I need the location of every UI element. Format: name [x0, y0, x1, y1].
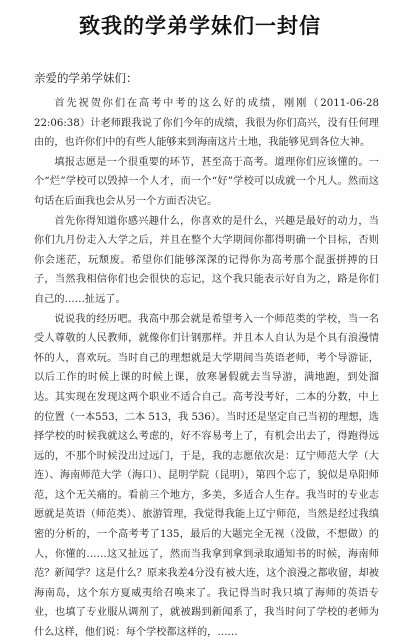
salutation: 亲爱的学弟学妹们： — [34, 71, 138, 85]
paragraph: 首先祝贺你们在高考中考的这么好的成绩，刚刚（2011-06-28 22:06:38）计老师跟我说了你们今年的成绩，我很为你们高兴，没有任何理由的，也许你们中的有些人能够来到海南这片土地，我能够见到各位大神。 — [34, 98, 379, 149]
paragraph: 说说我的经历吧。我高中那会就是希望考入一个师范类的学校，当一名受人尊敬的人民教师，就像你们计钢那样。并且本人自认为是个具有浪漫情怀的人，喜欢玩。当时自己的理想就是大学期间当英语老师，考个导游证，以后工作的时候上课的时候上课，放寒暑假就去当导游，满地跑，到处溜达。其实现在发现这两个职业不适合自己。高考没考好，二本的分数，中上的位置（一本553，二本 513，我 536）。当时还是坚定自己当初的理想，选择学校的时候我就这么考虑的，好不容易考上了，有机会出去了，得跑得远远的，不那个时候没出过远门，于是，我的志愿依次是：辽宁师范大学（大连）、海南师范大学（海口）、昆明学院（昆明），第四个忘了，貌似是阜阳师范，这个无关痛的。看前三个地方，多美，多适合人生存。我当时的专业志愿就是英语（师范类）、旅游管理，我觉得我能上辽宁师范，当然是经过我缜密的分析的，一个高考考了135，最后的大题完全无视（没做，不想做）的人，你懂的……这又扯远了，然而当我拿到拿到录取通知书的时候，海南师范？新闻学？这是什么？原来我差4分没有被大连，这个浪漫之都收留，却被海南岛，这个东方夏威夷给召唤来了。我记得当时我只填了海师的英语专业，也填了专业服从调剂了，就被踢到新闻系了，我当时问了学校的老师为什么这样，他们说：每个学校都这样的，…… — [34, 313, 379, 639]
letter-title: 致我的学弟学妹们一封信 — [79, 14, 321, 38]
letter-body — [34, 94, 379, 643]
paragraph: 首先你得知道你感兴趣什么，你喜欢的是什么，兴趣是最好的动力，当你们九月份走入大学之后，并且在整个大学期间你都得明确一个目标，否则你会迷茫，玩颓废。希望你们能够深深的记得你为高考那个混蛋拼搏的日子，当然我相信你们也会很快的忘记，这个我只能表示好自为之，路是你们自己的……扯远了。 — [34, 215, 379, 305]
paragraph: 填报志愿是一个很重要的环节，甚至高于高考。道理你们应该懂的。一个“烂”学校可以毁掉一个人才，而一个“好”学校可以成就一个凡人。然而这句话在后面我也会从另一个方面否决它。 — [34, 156, 379, 207]
